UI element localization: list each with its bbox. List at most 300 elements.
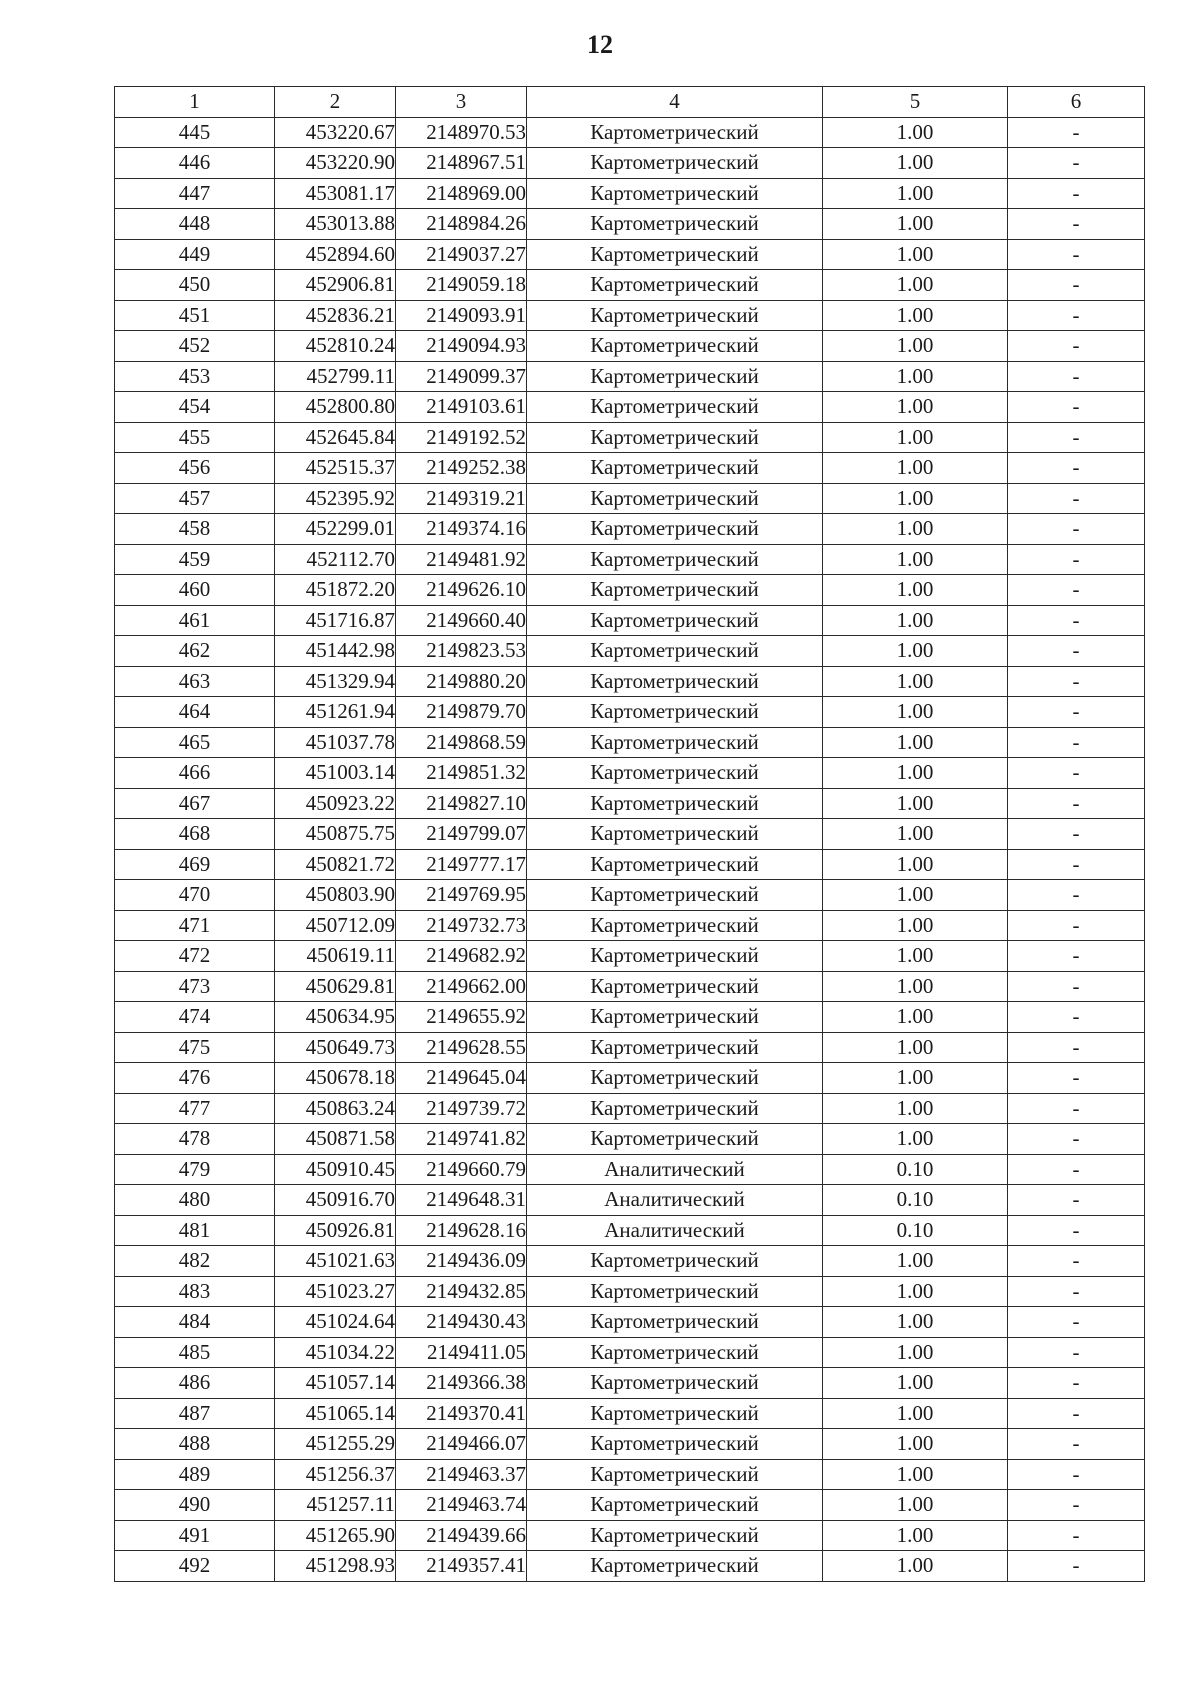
- y-coordinate-cell: 2149660.40: [396, 605, 527, 636]
- point-number-cell: 489: [115, 1459, 275, 1490]
- note-cell: -: [1008, 544, 1145, 575]
- x-coordinate-cell: 451057.14: [275, 1368, 396, 1399]
- point-number-cell: 487: [115, 1398, 275, 1429]
- x-coordinate-cell: 451298.93: [275, 1551, 396, 1582]
- note-cell: -: [1008, 1063, 1145, 1094]
- y-coordinate-cell: 2149436.09: [396, 1246, 527, 1277]
- method-cell: Картометрический: [527, 148, 823, 179]
- table-row: [115, 1185, 1145, 1216]
- note-cell: -: [1008, 392, 1145, 423]
- y-coordinate-cell: 2149645.04: [396, 1063, 527, 1094]
- table-row: [115, 697, 1145, 728]
- accuracy-cell: 1.00: [823, 1520, 1008, 1551]
- y-coordinate-cell: 2149411.05: [396, 1337, 527, 1368]
- note-cell: -: [1008, 483, 1145, 514]
- x-coordinate-cell: 451255.29: [275, 1429, 396, 1460]
- accuracy-cell: 1.00: [823, 270, 1008, 301]
- method-cell: Картометрический: [527, 1093, 823, 1124]
- y-coordinate-cell: 2149880.20: [396, 666, 527, 697]
- accuracy-cell: 1.00: [823, 331, 1008, 362]
- accuracy-cell: 1.00: [823, 1459, 1008, 1490]
- accuracy-cell: 1.00: [823, 361, 1008, 392]
- method-cell: Картометрический: [527, 1459, 823, 1490]
- note-cell: -: [1008, 1520, 1145, 1551]
- table-row: [115, 910, 1145, 941]
- method-cell: Картометрический: [527, 178, 823, 209]
- point-number-cell: 466: [115, 758, 275, 789]
- accuracy-cell: 1.00: [823, 758, 1008, 789]
- x-coordinate-cell: 451716.87: [275, 605, 396, 636]
- header-cell-6: 6: [1008, 87, 1145, 118]
- x-coordinate-cell: 452515.37: [275, 453, 396, 484]
- table-row: [115, 1368, 1145, 1399]
- method-cell: Картометрический: [527, 636, 823, 667]
- y-coordinate-cell: 2149799.07: [396, 819, 527, 850]
- point-number-cell: 458: [115, 514, 275, 545]
- table-row: [115, 880, 1145, 911]
- point-number-cell: 473: [115, 971, 275, 1002]
- point-number-cell: 490: [115, 1490, 275, 1521]
- point-number-cell: 468: [115, 819, 275, 850]
- method-cell: Картометрический: [527, 239, 823, 270]
- note-cell: -: [1008, 1276, 1145, 1307]
- x-coordinate-cell: 452299.01: [275, 514, 396, 545]
- method-cell: Картометрический: [527, 849, 823, 880]
- point-number-cell: 456: [115, 453, 275, 484]
- y-coordinate-cell: 2149430.43: [396, 1307, 527, 1338]
- point-number-cell: 471: [115, 910, 275, 941]
- y-coordinate-cell: 2149252.38: [396, 453, 527, 484]
- x-coordinate-cell: 450803.90: [275, 880, 396, 911]
- table-row: [115, 636, 1145, 667]
- method-cell: Картометрический: [527, 1368, 823, 1399]
- y-coordinate-cell: 2149769.95: [396, 880, 527, 911]
- accuracy-cell: 1.00: [823, 1429, 1008, 1460]
- point-number-cell: 472: [115, 941, 275, 972]
- method-cell: Картометрический: [527, 758, 823, 789]
- note-cell: -: [1008, 1032, 1145, 1063]
- table-row: [115, 941, 1145, 972]
- y-coordinate-cell: 2149739.72: [396, 1093, 527, 1124]
- point-number-cell: 483: [115, 1276, 275, 1307]
- accuracy-cell: 1.00: [823, 1551, 1008, 1582]
- point-number-cell: 448: [115, 209, 275, 240]
- y-coordinate-cell: 2149662.00: [396, 971, 527, 1002]
- method-cell: Картометрический: [527, 1551, 823, 1582]
- y-coordinate-cell: 2149879.70: [396, 697, 527, 728]
- x-coordinate-cell: 450634.95: [275, 1002, 396, 1033]
- y-coordinate-cell: 2149823.53: [396, 636, 527, 667]
- accuracy-cell: 1.00: [823, 727, 1008, 758]
- table-row: [115, 1520, 1145, 1551]
- y-coordinate-cell: 2149851.32: [396, 758, 527, 789]
- point-number-cell: 484: [115, 1307, 275, 1338]
- method-cell: Картометрический: [527, 1063, 823, 1094]
- y-coordinate-cell: 2149777.17: [396, 849, 527, 880]
- table-body: [115, 117, 1145, 1581]
- y-coordinate-cell: 2149463.37: [396, 1459, 527, 1490]
- method-cell: Картометрический: [527, 300, 823, 331]
- table-row: [115, 1002, 1145, 1033]
- method-cell: Картометрический: [527, 453, 823, 484]
- note-cell: -: [1008, 1398, 1145, 1429]
- y-coordinate-cell: 2149682.92: [396, 941, 527, 972]
- x-coordinate-cell: 450916.70: [275, 1185, 396, 1216]
- note-cell: -: [1008, 300, 1145, 331]
- y-coordinate-cell: 2149648.31: [396, 1185, 527, 1216]
- method-cell: Картометрический: [527, 331, 823, 362]
- point-number-cell: 459: [115, 544, 275, 575]
- table-row: [115, 148, 1145, 179]
- y-coordinate-cell: 2148969.00: [396, 178, 527, 209]
- point-number-cell: 477: [115, 1093, 275, 1124]
- accuracy-cell: 0.10: [823, 1215, 1008, 1246]
- table-row: [115, 1246, 1145, 1277]
- note-cell: -: [1008, 1154, 1145, 1185]
- x-coordinate-cell: 451021.63: [275, 1246, 396, 1277]
- y-coordinate-cell: 2149103.61: [396, 392, 527, 423]
- accuracy-cell: 1.00: [823, 941, 1008, 972]
- accuracy-cell: 1.00: [823, 636, 1008, 667]
- note-cell: -: [1008, 331, 1145, 362]
- point-number-cell: 453: [115, 361, 275, 392]
- x-coordinate-cell: 451329.94: [275, 666, 396, 697]
- note-cell: -: [1008, 1368, 1145, 1399]
- table-row: [115, 758, 1145, 789]
- note-cell: -: [1008, 1429, 1145, 1460]
- x-coordinate-cell: 452112.70: [275, 544, 396, 575]
- accuracy-cell: 1.00: [823, 819, 1008, 850]
- x-coordinate-cell: 453081.17: [275, 178, 396, 209]
- x-coordinate-cell: 451034.22: [275, 1337, 396, 1368]
- point-number-cell: 485: [115, 1337, 275, 1368]
- point-number-cell: 454: [115, 392, 275, 423]
- method-cell: Картометрический: [527, 941, 823, 972]
- accuracy-cell: 1.00: [823, 483, 1008, 514]
- table-row: [115, 1490, 1145, 1521]
- table-row: [115, 514, 1145, 545]
- x-coordinate-cell: 453220.90: [275, 148, 396, 179]
- x-coordinate-cell: 451261.94: [275, 697, 396, 728]
- note-cell: -: [1008, 117, 1145, 148]
- accuracy-cell: 1.00: [823, 178, 1008, 209]
- note-cell: -: [1008, 1459, 1145, 1490]
- x-coordinate-cell: 452800.80: [275, 392, 396, 423]
- table-row: [115, 453, 1145, 484]
- table-row: [115, 331, 1145, 362]
- note-cell: -: [1008, 727, 1145, 758]
- method-cell: Аналитический: [527, 1185, 823, 1216]
- point-number-cell: 455: [115, 422, 275, 453]
- table-row: [115, 819, 1145, 850]
- method-cell: Картометрический: [527, 544, 823, 575]
- method-cell: Картометрический: [527, 727, 823, 758]
- point-number-cell: 446: [115, 148, 275, 179]
- accuracy-cell: 1.00: [823, 422, 1008, 453]
- x-coordinate-cell: 451257.11: [275, 1490, 396, 1521]
- point-number-cell: 450: [115, 270, 275, 301]
- accuracy-cell: 1.00: [823, 1307, 1008, 1338]
- accuracy-cell: 1.00: [823, 1093, 1008, 1124]
- table-row: [115, 1551, 1145, 1582]
- accuracy-cell: 0.10: [823, 1185, 1008, 1216]
- y-coordinate-cell: 2149366.38: [396, 1368, 527, 1399]
- method-cell: Картометрический: [527, 1002, 823, 1033]
- method-cell: Картометрический: [527, 361, 823, 392]
- table-row: [115, 1124, 1145, 1155]
- x-coordinate-cell: 451265.90: [275, 1520, 396, 1551]
- table-row: [115, 849, 1145, 880]
- table-row: [115, 1276, 1145, 1307]
- header-cell-5: 5: [823, 87, 1008, 118]
- y-coordinate-cell: 2148967.51: [396, 148, 527, 179]
- note-cell: -: [1008, 453, 1145, 484]
- header-cell-3: 3: [396, 87, 527, 118]
- table-row: [115, 1429, 1145, 1460]
- y-coordinate-cell: 2149370.41: [396, 1398, 527, 1429]
- note-cell: -: [1008, 1124, 1145, 1155]
- x-coordinate-cell: 451065.14: [275, 1398, 396, 1429]
- accuracy-cell: 1.00: [823, 1276, 1008, 1307]
- method-cell: Картометрический: [527, 483, 823, 514]
- method-cell: Картометрический: [527, 1490, 823, 1521]
- table-row: [115, 666, 1145, 697]
- method-cell: Аналитический: [527, 1154, 823, 1185]
- header-cell-1: 1: [115, 87, 275, 118]
- accuracy-cell: 1.00: [823, 239, 1008, 270]
- x-coordinate-cell: 450923.22: [275, 788, 396, 819]
- accuracy-cell: 1.00: [823, 971, 1008, 1002]
- table-row: [115, 605, 1145, 636]
- point-number-cell: 476: [115, 1063, 275, 1094]
- x-coordinate-cell: 450863.24: [275, 1093, 396, 1124]
- point-number-cell: 488: [115, 1429, 275, 1460]
- x-coordinate-cell: 450619.11: [275, 941, 396, 972]
- note-cell: -: [1008, 1490, 1145, 1521]
- x-coordinate-cell: 451872.20: [275, 575, 396, 606]
- x-coordinate-cell: 451023.27: [275, 1276, 396, 1307]
- x-coordinate-cell: 452645.84: [275, 422, 396, 453]
- x-coordinate-cell: 451037.78: [275, 727, 396, 758]
- accuracy-cell: 1.00: [823, 1063, 1008, 1094]
- coordinates-table: [114, 86, 1145, 1582]
- table-row: [115, 1307, 1145, 1338]
- accuracy-cell: 1.00: [823, 117, 1008, 148]
- point-number-cell: 457: [115, 483, 275, 514]
- method-cell: Картометрический: [527, 392, 823, 423]
- method-cell: Картометрический: [527, 666, 823, 697]
- table-row: [115, 1459, 1145, 1490]
- note-cell: -: [1008, 605, 1145, 636]
- header-cell-2: 2: [275, 87, 396, 118]
- method-cell: Картометрический: [527, 819, 823, 850]
- point-number-cell: 467: [115, 788, 275, 819]
- x-coordinate-cell: 450926.81: [275, 1215, 396, 1246]
- table-row: [115, 788, 1145, 819]
- method-cell: Картометрический: [527, 910, 823, 941]
- method-cell: Картометрический: [527, 1337, 823, 1368]
- y-coordinate-cell: 2148970.53: [396, 117, 527, 148]
- note-cell: -: [1008, 880, 1145, 911]
- note-cell: -: [1008, 270, 1145, 301]
- y-coordinate-cell: 2149655.92: [396, 1002, 527, 1033]
- method-cell: Картометрический: [527, 971, 823, 1002]
- y-coordinate-cell: 2149093.91: [396, 300, 527, 331]
- point-number-cell: 451: [115, 300, 275, 331]
- x-coordinate-cell: 450649.73: [275, 1032, 396, 1063]
- note-cell: -: [1008, 1002, 1145, 1033]
- table-row: [115, 575, 1145, 606]
- table-row: [115, 422, 1145, 453]
- y-coordinate-cell: 2149374.16: [396, 514, 527, 545]
- note-cell: -: [1008, 910, 1145, 941]
- y-coordinate-cell: 2149628.16: [396, 1215, 527, 1246]
- table-row: [115, 209, 1145, 240]
- accuracy-cell: 1.00: [823, 1032, 1008, 1063]
- accuracy-cell: 1.00: [823, 1368, 1008, 1399]
- method-cell: Картометрический: [527, 514, 823, 545]
- y-coordinate-cell: 2149628.55: [396, 1032, 527, 1063]
- method-cell: Картометрический: [527, 1032, 823, 1063]
- note-cell: -: [1008, 697, 1145, 728]
- y-coordinate-cell: 2148984.26: [396, 209, 527, 240]
- point-number-cell: 492: [115, 1551, 275, 1582]
- method-cell: Картометрический: [527, 1246, 823, 1277]
- x-coordinate-cell: 450875.75: [275, 819, 396, 850]
- method-cell: Аналитический: [527, 1215, 823, 1246]
- x-coordinate-cell: 451024.64: [275, 1307, 396, 1338]
- point-number-cell: 460: [115, 575, 275, 606]
- accuracy-cell: 1.00: [823, 666, 1008, 697]
- x-coordinate-cell: 451003.14: [275, 758, 396, 789]
- point-number-cell: 447: [115, 178, 275, 209]
- page-number: 12: [587, 30, 613, 59]
- point-number-cell: 449: [115, 239, 275, 270]
- y-coordinate-cell: 2149037.27: [396, 239, 527, 270]
- point-number-cell: 461: [115, 605, 275, 636]
- point-number-cell: 479: [115, 1154, 275, 1185]
- accuracy-cell: 1.00: [823, 1398, 1008, 1429]
- table-row: [115, 270, 1145, 301]
- table-row: [115, 971, 1145, 1002]
- y-coordinate-cell: 2149099.37: [396, 361, 527, 392]
- table-row: [115, 1337, 1145, 1368]
- point-number-cell: 470: [115, 880, 275, 911]
- method-cell: Картометрический: [527, 270, 823, 301]
- x-coordinate-cell: 451442.98: [275, 636, 396, 667]
- table-row: [115, 300, 1145, 331]
- x-coordinate-cell: 450871.58: [275, 1124, 396, 1155]
- x-coordinate-cell: 452799.11: [275, 361, 396, 392]
- point-number-cell: 480: [115, 1185, 275, 1216]
- note-cell: -: [1008, 209, 1145, 240]
- y-coordinate-cell: 2149357.41: [396, 1551, 527, 1582]
- note-cell: -: [1008, 1246, 1145, 1277]
- method-cell: Картометрический: [527, 1429, 823, 1460]
- y-coordinate-cell: 2149741.82: [396, 1124, 527, 1155]
- point-number-cell: 475: [115, 1032, 275, 1063]
- accuracy-cell: 1.00: [823, 1124, 1008, 1155]
- method-cell: Картометрический: [527, 1307, 823, 1338]
- x-coordinate-cell: 451256.37: [275, 1459, 396, 1490]
- x-coordinate-cell: 450910.45: [275, 1154, 396, 1185]
- accuracy-cell: 1.00: [823, 697, 1008, 728]
- point-number-cell: 491: [115, 1520, 275, 1551]
- table-row: [115, 1032, 1145, 1063]
- x-coordinate-cell: 450629.81: [275, 971, 396, 1002]
- y-coordinate-cell: 2149660.79: [396, 1154, 527, 1185]
- table-row: [115, 1063, 1145, 1094]
- note-cell: -: [1008, 819, 1145, 850]
- note-cell: -: [1008, 666, 1145, 697]
- y-coordinate-cell: 2149868.59: [396, 727, 527, 758]
- note-cell: -: [1008, 178, 1145, 209]
- method-cell: Картометрический: [527, 1520, 823, 1551]
- accuracy-cell: 1.00: [823, 514, 1008, 545]
- note-cell: -: [1008, 758, 1145, 789]
- accuracy-cell: 1.00: [823, 1002, 1008, 1033]
- header-row: [115, 87, 1145, 118]
- note-cell: -: [1008, 636, 1145, 667]
- accuracy-cell: 1.00: [823, 575, 1008, 606]
- note-cell: -: [1008, 1215, 1145, 1246]
- note-cell: -: [1008, 941, 1145, 972]
- accuracy-cell: 1.00: [823, 1246, 1008, 1277]
- y-coordinate-cell: 2149466.07: [396, 1429, 527, 1460]
- header-cell-4: 4: [527, 87, 823, 118]
- table-row: [115, 178, 1145, 209]
- table-row: [115, 1154, 1145, 1185]
- accuracy-cell: 1.00: [823, 148, 1008, 179]
- table-row: [115, 239, 1145, 270]
- note-cell: -: [1008, 788, 1145, 819]
- point-number-cell: 465: [115, 727, 275, 758]
- table-header: [115, 87, 1145, 118]
- accuracy-cell: 1.00: [823, 788, 1008, 819]
- x-coordinate-cell: 450712.09: [275, 910, 396, 941]
- method-cell: Картометрический: [527, 1398, 823, 1429]
- y-coordinate-cell: 2149439.66: [396, 1520, 527, 1551]
- table-row: [115, 544, 1145, 575]
- method-cell: Картометрический: [527, 117, 823, 148]
- note-cell: -: [1008, 1307, 1145, 1338]
- y-coordinate-cell: 2149626.10: [396, 575, 527, 606]
- method-cell: Картометрический: [527, 209, 823, 240]
- note-cell: -: [1008, 422, 1145, 453]
- point-number-cell: 474: [115, 1002, 275, 1033]
- point-number-cell: 486: [115, 1368, 275, 1399]
- table-row: [115, 727, 1145, 758]
- point-number-cell: 445: [115, 117, 275, 148]
- method-cell: Картометрический: [527, 1276, 823, 1307]
- point-number-cell: 452: [115, 331, 275, 362]
- point-number-cell: 462: [115, 636, 275, 667]
- note-cell: -: [1008, 1337, 1145, 1368]
- accuracy-cell: 1.00: [823, 392, 1008, 423]
- y-coordinate-cell: 2149192.52: [396, 422, 527, 453]
- note-cell: -: [1008, 514, 1145, 545]
- x-coordinate-cell: 453013.88: [275, 209, 396, 240]
- accuracy-cell: 1.00: [823, 1337, 1008, 1368]
- y-coordinate-cell: 2149094.93: [396, 331, 527, 362]
- accuracy-cell: 0.10: [823, 1154, 1008, 1185]
- accuracy-cell: 1.00: [823, 300, 1008, 331]
- method-cell: Картометрический: [527, 575, 823, 606]
- note-cell: -: [1008, 849, 1145, 880]
- table-row: [115, 1215, 1145, 1246]
- table-row: [115, 361, 1145, 392]
- x-coordinate-cell: 453220.67: [275, 117, 396, 148]
